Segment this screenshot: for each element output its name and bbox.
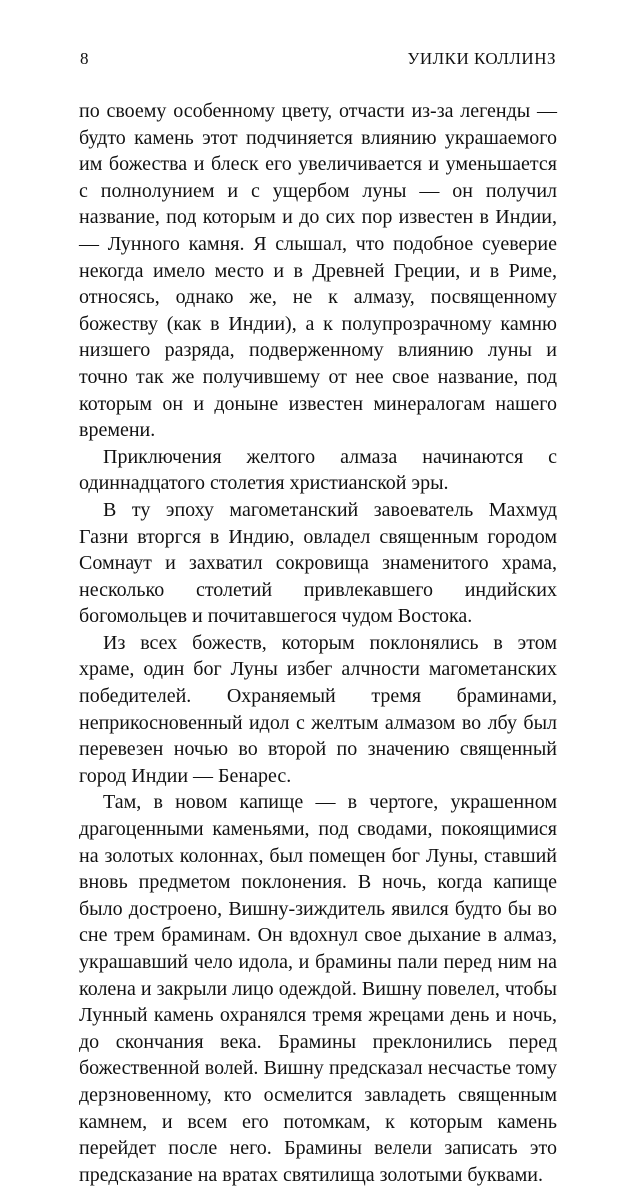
running-header: [80, 47, 556, 71]
paragraph-continued: по своему особенному цвету, отчасти из-за легенды — будто камень этот подчиняется влиянию украшаемого им божества и блеск его увеличивается и уменьшается с полнолунием и с ущербом луны — он получил название, под которым и до сих пор известен в Индии, — Лунного камня. Я слышал, что подобное суеверие некогда имело место и в Древней Греции, и в Риме, относясь, однако же, не к алмазу, посвященному божеству (как в Индии), а к полупрозрачному камню низшего разряда, подверженному влиянию луны и точно так же получившему от нее свое название, под которым он и доныне известен минералогам нашего времени.: [79, 100, 557, 442]
paragraph-mahmud-ghazni: В ту эпоху магометанский завоеватель Махмуд Газни вторгся в Индию, овладел священным городом Сомнаут и захватил сокровища знаменитого храма, несколько столетий привлекавшего индийских богомольцев и почитавшегося чудом Востока.: [79, 498, 557, 628]
running-head-author: УИЛКИ КОЛЛИНЗ: [407, 49, 556, 68]
paragraph-moon-god: Из всех божеств, которым поклонялись в этом храме, один бог Луны избег алчности магометанских победителей. Охраняемый тремя браминами, неприкосновенный идол с желтым алмазом во лбу был перевезен ночью во второй по значению священный город Индии — Бенарес.: [79, 631, 557, 787]
body-text: [79, 98, 557, 1188]
paragraph-adventures-start: Приключения желтого алмаза начинаются с одиннадцатого столетия христианской эры.: [79, 445, 557, 495]
paragraph-vishnu-prophecy: Там, в новом капище — в чертоге, украшенном драгоценными каменьями, под сводами, покоящимися на золотых колоннах, был помещен бог Луны, ставший вновь предметом поклонения. В ночь, когда капище было достроено, Вишну-зиждитель явился будто бы во сне трем браминам. Он вдохнул свое дыхание в алмаз, украшавший чело идола, и брамины пали перед ним на колена и закрыли лицо одеждой. Вишну повелел, чтобы Лунный камень охранялся тремя жрецами день и ночь, до скончания века. Брамины преклонились перед божественной волей. Вишну предсказал несчастье тому дерзновенному, кто осмелится завладеть священным камнем, и всем его потомкам, к которым камень перейдет после него. Брамины велели записать это предсказание на вратах святилища золотыми буквами.: [79, 791, 557, 1186]
page-number: 8: [80, 49, 89, 68]
